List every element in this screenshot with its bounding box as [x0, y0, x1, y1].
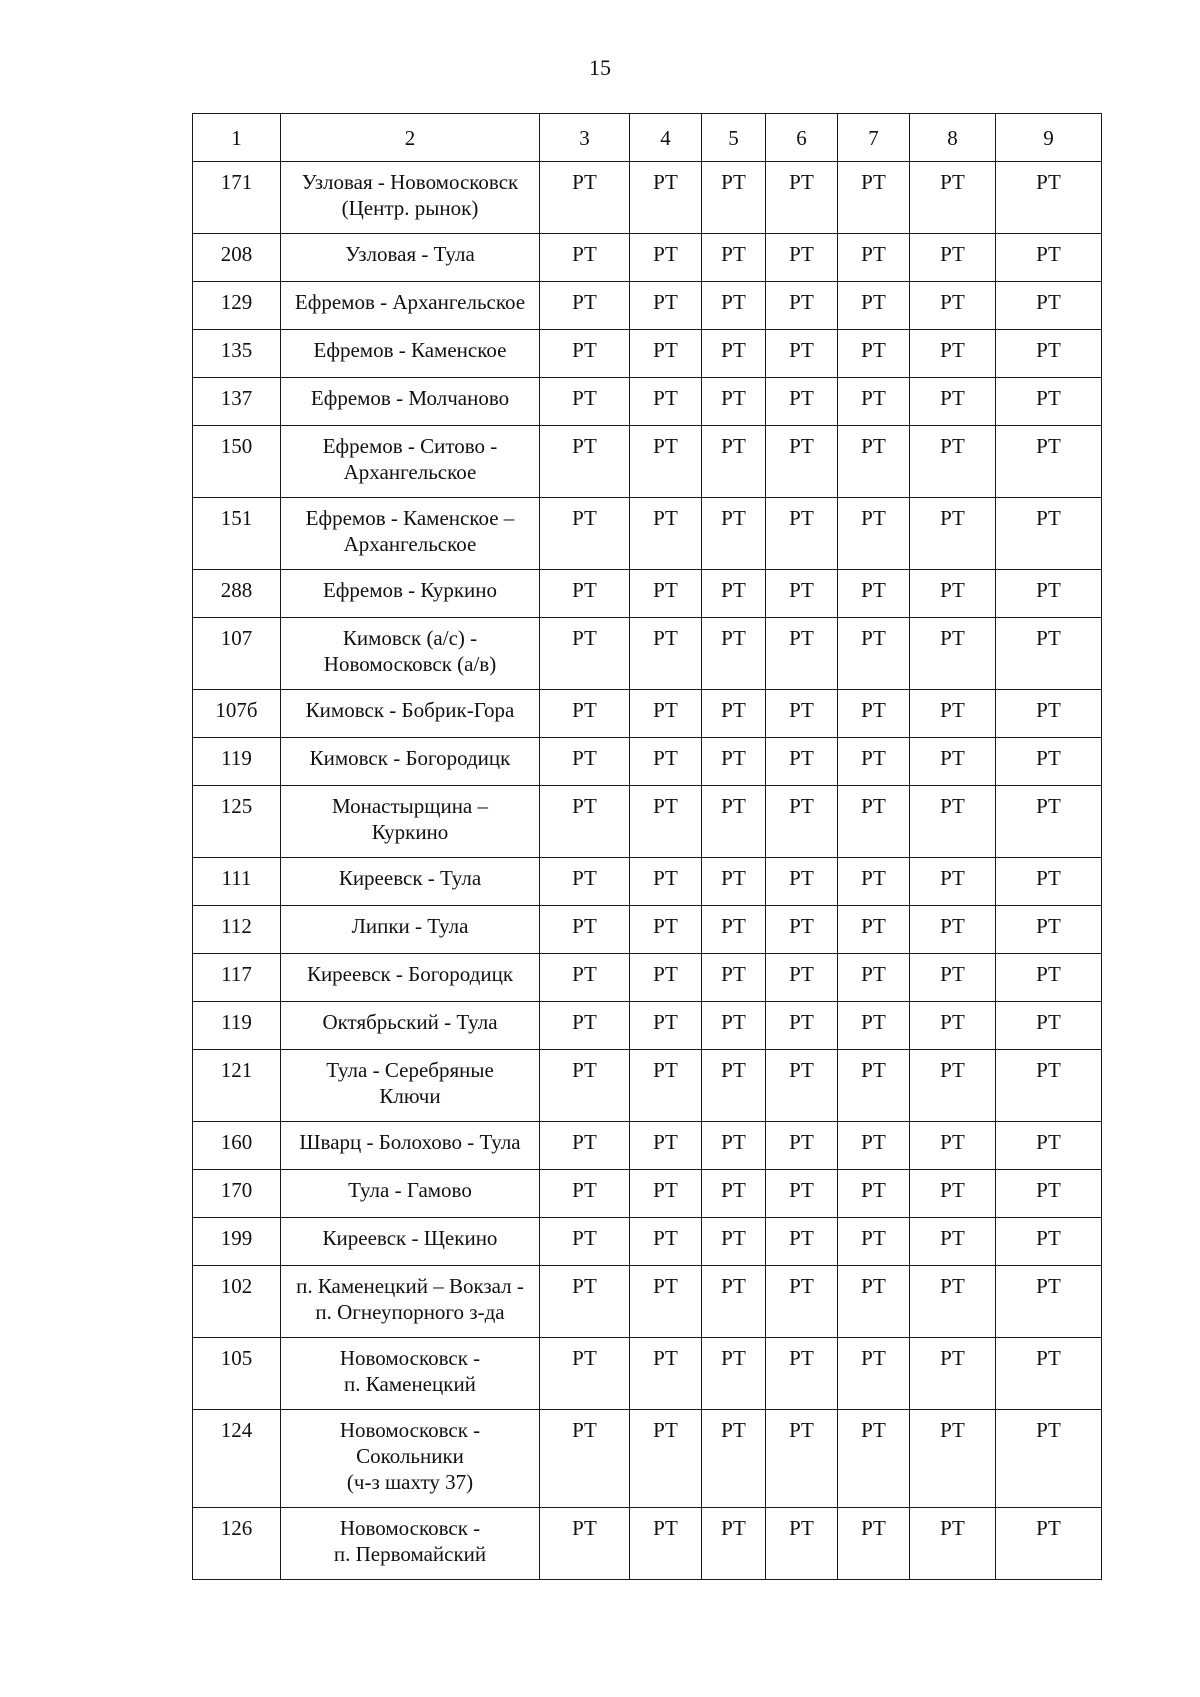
- route-number-cell: 126: [193, 1508, 281, 1580]
- value-cell-col-6: РТ: [766, 234, 838, 282]
- table-row: [193, 618, 1102, 690]
- value-cell-col-4: РТ: [630, 1266, 702, 1338]
- route-number-cell: 107: [193, 618, 281, 690]
- value-cell-col-8: РТ: [910, 1050, 996, 1122]
- value-cell-col-4: РТ: [630, 426, 702, 498]
- route-name-cell: Монастырщина – Куркино: [281, 786, 540, 858]
- route-number-cell: 170: [193, 1170, 281, 1218]
- route-number-cell: 124: [193, 1410, 281, 1508]
- table-row: [193, 1508, 1102, 1580]
- value-cell-col-9: РТ: [996, 330, 1102, 378]
- value-cell-col-7: РТ: [838, 378, 910, 426]
- value-cell-col-3: РТ: [540, 234, 630, 282]
- value-cell-col-6: РТ: [766, 738, 838, 786]
- value-cell-col-3: РТ: [540, 858, 630, 906]
- value-cell-col-5: РТ: [702, 378, 766, 426]
- value-cell-col-7: РТ: [838, 1002, 910, 1050]
- value-cell-col-8: РТ: [910, 282, 996, 330]
- route-number-cell: 105: [193, 1338, 281, 1410]
- column-header-1: 1: [193, 114, 281, 162]
- value-cell-col-6: РТ: [766, 1170, 838, 1218]
- route-name-cell: Ефремов - Каменское – Архангельское: [281, 498, 540, 570]
- value-cell-col-7: РТ: [838, 498, 910, 570]
- value-cell-col-5: РТ: [702, 1508, 766, 1580]
- value-cell-col-5: РТ: [702, 1170, 766, 1218]
- value-cell-col-3: РТ: [540, 1002, 630, 1050]
- value-cell-col-9: РТ: [996, 618, 1102, 690]
- value-cell-col-6: РТ: [766, 1410, 838, 1508]
- route-number-cell: 129: [193, 282, 281, 330]
- value-cell-col-3: РТ: [540, 282, 630, 330]
- value-cell-col-4: РТ: [630, 1050, 702, 1122]
- value-cell-col-9: РТ: [996, 498, 1102, 570]
- value-cell-col-9: РТ: [996, 1508, 1102, 1580]
- table-row: [193, 162, 1102, 234]
- value-cell-col-4: РТ: [630, 1218, 702, 1266]
- value-cell-col-5: РТ: [702, 738, 766, 786]
- route-number-cell: 111: [193, 858, 281, 906]
- value-cell-col-7: РТ: [838, 234, 910, 282]
- value-cell-col-3: РТ: [540, 378, 630, 426]
- value-cell-col-5: РТ: [702, 954, 766, 1002]
- route-number-cell: 208: [193, 234, 281, 282]
- value-cell-col-8: РТ: [910, 1338, 996, 1410]
- table-row: [193, 234, 1102, 282]
- table-row: [193, 570, 1102, 618]
- column-header-5: 5: [702, 114, 766, 162]
- route-name-cell: Октябрьский - Тула: [281, 1002, 540, 1050]
- value-cell-col-6: РТ: [766, 330, 838, 378]
- value-cell-col-3: РТ: [540, 330, 630, 378]
- table-row: [193, 738, 1102, 786]
- value-cell-col-6: РТ: [766, 1266, 838, 1338]
- value-cell-col-9: РТ: [996, 426, 1102, 498]
- value-cell-col-3: РТ: [540, 690, 630, 738]
- value-cell-col-7: РТ: [838, 1508, 910, 1580]
- value-cell-col-7: РТ: [838, 618, 910, 690]
- value-cell-col-3: РТ: [540, 1508, 630, 1580]
- value-cell-col-5: РТ: [702, 1410, 766, 1508]
- value-cell-col-9: РТ: [996, 570, 1102, 618]
- value-cell-col-3: РТ: [540, 1410, 630, 1508]
- route-number-cell: 119: [193, 1002, 281, 1050]
- value-cell-col-5: РТ: [702, 1002, 766, 1050]
- value-cell-col-9: РТ: [996, 1410, 1102, 1508]
- value-cell-col-3: РТ: [540, 1338, 630, 1410]
- value-cell-col-4: РТ: [630, 738, 702, 786]
- value-cell-col-6: РТ: [766, 1122, 838, 1170]
- value-cell-col-8: РТ: [910, 1002, 996, 1050]
- value-cell-col-6: РТ: [766, 426, 838, 498]
- value-cell-col-9: РТ: [996, 954, 1102, 1002]
- column-header-9: 9: [996, 114, 1102, 162]
- route-number-cell: 160: [193, 1122, 281, 1170]
- header-row: [193, 114, 1102, 162]
- table-row: [193, 1050, 1102, 1122]
- value-cell-col-3: РТ: [540, 162, 630, 234]
- value-cell-col-4: РТ: [630, 234, 702, 282]
- value-cell-col-4: РТ: [630, 498, 702, 570]
- value-cell-col-8: РТ: [910, 162, 996, 234]
- route-number-cell: 199: [193, 1218, 281, 1266]
- table-row: [193, 1002, 1102, 1050]
- value-cell-col-4: РТ: [630, 1338, 702, 1410]
- value-cell-col-6: РТ: [766, 906, 838, 954]
- route-name-cell: Новомосковск - п. Первомайский: [281, 1508, 540, 1580]
- table-row: [193, 1266, 1102, 1338]
- value-cell-col-7: РТ: [838, 282, 910, 330]
- value-cell-col-8: РТ: [910, 738, 996, 786]
- value-cell-col-7: РТ: [838, 1170, 910, 1218]
- route-name-cell: Киреевск - Богородицк: [281, 954, 540, 1002]
- value-cell-col-6: РТ: [766, 1338, 838, 1410]
- value-cell-col-9: РТ: [996, 1338, 1102, 1410]
- value-cell-col-3: РТ: [540, 1266, 630, 1338]
- value-cell-col-8: РТ: [910, 1122, 996, 1170]
- value-cell-col-6: РТ: [766, 282, 838, 330]
- value-cell-col-5: РТ: [702, 858, 766, 906]
- route-number-cell: 102: [193, 1266, 281, 1338]
- value-cell-col-6: РТ: [766, 1508, 838, 1580]
- route-name-cell: Тула - Гамово: [281, 1170, 540, 1218]
- value-cell-col-6: РТ: [766, 618, 838, 690]
- value-cell-col-6: РТ: [766, 858, 838, 906]
- value-cell-col-4: РТ: [630, 282, 702, 330]
- value-cell-col-3: РТ: [540, 498, 630, 570]
- value-cell-col-7: РТ: [838, 906, 910, 954]
- value-cell-col-5: РТ: [702, 1266, 766, 1338]
- value-cell-col-7: РТ: [838, 738, 910, 786]
- route-number-cell: 121: [193, 1050, 281, 1122]
- value-cell-col-9: РТ: [996, 906, 1102, 954]
- value-cell-col-9: РТ: [996, 1002, 1102, 1050]
- route-name-cell: Кимовск (а/с) - Новомосковск (а/в): [281, 618, 540, 690]
- value-cell-col-8: РТ: [910, 498, 996, 570]
- value-cell-col-5: РТ: [702, 690, 766, 738]
- value-cell-col-5: РТ: [702, 282, 766, 330]
- value-cell-col-9: РТ: [996, 858, 1102, 906]
- value-cell-col-9: РТ: [996, 378, 1102, 426]
- value-cell-col-4: РТ: [630, 618, 702, 690]
- route-number-cell: 135: [193, 330, 281, 378]
- value-cell-col-3: РТ: [540, 426, 630, 498]
- value-cell-col-6: РТ: [766, 1218, 838, 1266]
- table-row: [193, 1122, 1102, 1170]
- value-cell-col-8: РТ: [910, 378, 996, 426]
- value-cell-col-3: РТ: [540, 786, 630, 858]
- value-cell-col-4: РТ: [630, 162, 702, 234]
- value-cell-col-9: РТ: [996, 1266, 1102, 1338]
- value-cell-col-5: РТ: [702, 162, 766, 234]
- value-cell-col-3: РТ: [540, 1170, 630, 1218]
- value-cell-col-7: РТ: [838, 858, 910, 906]
- route-name-cell: Киреевск - Тула: [281, 858, 540, 906]
- value-cell-col-4: РТ: [630, 378, 702, 426]
- value-cell-col-4: РТ: [630, 906, 702, 954]
- route-number-cell: 137: [193, 378, 281, 426]
- route-number-cell: 117: [193, 954, 281, 1002]
- value-cell-col-5: РТ: [702, 330, 766, 378]
- value-cell-col-3: РТ: [540, 1050, 630, 1122]
- value-cell-col-5: РТ: [702, 426, 766, 498]
- value-cell-col-8: РТ: [910, 570, 996, 618]
- table-row: [193, 378, 1102, 426]
- value-cell-col-7: РТ: [838, 1266, 910, 1338]
- value-cell-col-3: РТ: [540, 738, 630, 786]
- value-cell-col-4: РТ: [630, 1002, 702, 1050]
- table-row: [193, 954, 1102, 1002]
- table-row: [193, 1338, 1102, 1410]
- table-header: [193, 114, 1102, 162]
- route-name-cell: Тула - Серебряные Ключи: [281, 1050, 540, 1122]
- value-cell-col-5: РТ: [702, 1050, 766, 1122]
- route-name-cell: Кимовск - Бобрик-Гора: [281, 690, 540, 738]
- table-row: [193, 330, 1102, 378]
- table-row: [193, 858, 1102, 906]
- value-cell-col-7: РТ: [838, 1410, 910, 1508]
- table-body: [193, 162, 1102, 1580]
- value-cell-col-7: РТ: [838, 1338, 910, 1410]
- column-header-4: 4: [630, 114, 702, 162]
- route-name-cell: Липки - Тула: [281, 906, 540, 954]
- value-cell-col-4: РТ: [630, 1508, 702, 1580]
- value-cell-col-8: РТ: [910, 954, 996, 1002]
- value-cell-col-8: РТ: [910, 1410, 996, 1508]
- value-cell-col-3: РТ: [540, 906, 630, 954]
- value-cell-col-5: РТ: [702, 1338, 766, 1410]
- table-row: [193, 786, 1102, 858]
- value-cell-col-7: РТ: [838, 426, 910, 498]
- route-name-cell: Ефремов - Куркино: [281, 570, 540, 618]
- table-row: [193, 1218, 1102, 1266]
- route-number-cell: 107б: [193, 690, 281, 738]
- route-name-cell: Ефремов - Архангельское: [281, 282, 540, 330]
- value-cell-col-6: РТ: [766, 954, 838, 1002]
- value-cell-col-6: РТ: [766, 1002, 838, 1050]
- value-cell-col-6: РТ: [766, 786, 838, 858]
- value-cell-col-8: РТ: [910, 234, 996, 282]
- route-number-cell: 151: [193, 498, 281, 570]
- value-cell-col-4: РТ: [630, 570, 702, 618]
- value-cell-col-9: РТ: [996, 786, 1102, 858]
- table-row: [193, 1170, 1102, 1218]
- route-number-cell: 112: [193, 906, 281, 954]
- value-cell-col-6: РТ: [766, 162, 838, 234]
- value-cell-col-9: РТ: [996, 282, 1102, 330]
- value-cell-col-9: РТ: [996, 1170, 1102, 1218]
- route-number-cell: 171: [193, 162, 281, 234]
- page-number: 15: [589, 55, 611, 80]
- route-table: [192, 113, 1102, 1580]
- value-cell-col-9: РТ: [996, 690, 1102, 738]
- value-cell-col-6: РТ: [766, 1050, 838, 1122]
- value-cell-col-9: РТ: [996, 162, 1102, 234]
- value-cell-col-7: РТ: [838, 690, 910, 738]
- value-cell-col-9: РТ: [996, 1050, 1102, 1122]
- value-cell-col-8: РТ: [910, 1508, 996, 1580]
- value-cell-col-8: РТ: [910, 786, 996, 858]
- value-cell-col-5: РТ: [702, 570, 766, 618]
- route-number-cell: 288: [193, 570, 281, 618]
- route-name-cell: Ефремов - Ситово - Архангельское: [281, 426, 540, 498]
- value-cell-col-5: РТ: [702, 498, 766, 570]
- value-cell-col-4: РТ: [630, 1410, 702, 1508]
- table-row: [193, 690, 1102, 738]
- route-name-cell: Узловая - Тула: [281, 234, 540, 282]
- value-cell-col-7: РТ: [838, 1218, 910, 1266]
- value-cell-col-5: РТ: [702, 786, 766, 858]
- value-cell-col-8: РТ: [910, 426, 996, 498]
- value-cell-col-8: РТ: [910, 1170, 996, 1218]
- value-cell-col-3: РТ: [540, 570, 630, 618]
- route-name-cell: Узловая - Новомосковск (Центр. рынок): [281, 162, 540, 234]
- route-name-cell: Киреевск - Щекино: [281, 1218, 540, 1266]
- route-name-cell: Ефремов - Каменское: [281, 330, 540, 378]
- route-number-cell: 125: [193, 786, 281, 858]
- value-cell-col-3: РТ: [540, 1122, 630, 1170]
- value-cell-col-8: РТ: [910, 858, 996, 906]
- table-row: [193, 426, 1102, 498]
- route-name-cell: Ефремов - Молчаново: [281, 378, 540, 426]
- value-cell-col-9: РТ: [996, 1218, 1102, 1266]
- value-cell-col-4: РТ: [630, 786, 702, 858]
- value-cell-col-7: РТ: [838, 330, 910, 378]
- value-cell-col-4: РТ: [630, 1122, 702, 1170]
- value-cell-col-5: РТ: [702, 234, 766, 282]
- column-header-7: 7: [838, 114, 910, 162]
- column-header-2: 2: [281, 114, 540, 162]
- route-name-cell: Новомосковск - Сокольники (ч-з шахту 37): [281, 1410, 540, 1508]
- value-cell-col-8: РТ: [910, 906, 996, 954]
- value-cell-col-7: РТ: [838, 954, 910, 1002]
- value-cell-col-8: РТ: [910, 690, 996, 738]
- value-cell-col-3: РТ: [540, 1218, 630, 1266]
- route-name-cell: Шварц - Болохово - Тула: [281, 1122, 540, 1170]
- value-cell-col-5: РТ: [702, 906, 766, 954]
- value-cell-col-8: РТ: [910, 1218, 996, 1266]
- value-cell-col-7: РТ: [838, 1050, 910, 1122]
- value-cell-col-9: РТ: [996, 1122, 1102, 1170]
- value-cell-col-4: РТ: [630, 690, 702, 738]
- value-cell-col-5: РТ: [702, 618, 766, 690]
- value-cell-col-6: РТ: [766, 690, 838, 738]
- route-name-cell: Кимовск - Богородицк: [281, 738, 540, 786]
- value-cell-col-5: РТ: [702, 1122, 766, 1170]
- table-row: [193, 906, 1102, 954]
- column-header-6: 6: [766, 114, 838, 162]
- value-cell-col-3: РТ: [540, 954, 630, 1002]
- route-number-cell: 119: [193, 738, 281, 786]
- value-cell-col-4: РТ: [630, 330, 702, 378]
- value-cell-col-4: РТ: [630, 954, 702, 1002]
- value-cell-col-9: РТ: [996, 738, 1102, 786]
- table-row: [193, 282, 1102, 330]
- value-cell-col-4: РТ: [630, 858, 702, 906]
- column-header-3: 3: [540, 114, 630, 162]
- route-number-cell: 150: [193, 426, 281, 498]
- value-cell-col-8: РТ: [910, 1266, 996, 1338]
- value-cell-col-6: РТ: [766, 498, 838, 570]
- value-cell-col-7: РТ: [838, 1122, 910, 1170]
- value-cell-col-7: РТ: [838, 162, 910, 234]
- value-cell-col-5: РТ: [702, 1218, 766, 1266]
- route-name-cell: Новомосковск - п. Каменецкий: [281, 1338, 540, 1410]
- value-cell-col-7: РТ: [838, 570, 910, 618]
- value-cell-col-9: РТ: [996, 234, 1102, 282]
- value-cell-col-6: РТ: [766, 378, 838, 426]
- value-cell-col-4: РТ: [630, 1170, 702, 1218]
- value-cell-col-3: РТ: [540, 618, 630, 690]
- value-cell-col-8: РТ: [910, 330, 996, 378]
- column-header-8: 8: [910, 114, 996, 162]
- table-row: [193, 498, 1102, 570]
- route-name-cell: п. Каменецкий – Вокзал - п. Огнеупорного з-да: [281, 1266, 540, 1338]
- table-row: [193, 1410, 1102, 1508]
- value-cell-col-7: РТ: [838, 786, 910, 858]
- value-cell-col-6: РТ: [766, 570, 838, 618]
- value-cell-col-8: РТ: [910, 618, 996, 690]
